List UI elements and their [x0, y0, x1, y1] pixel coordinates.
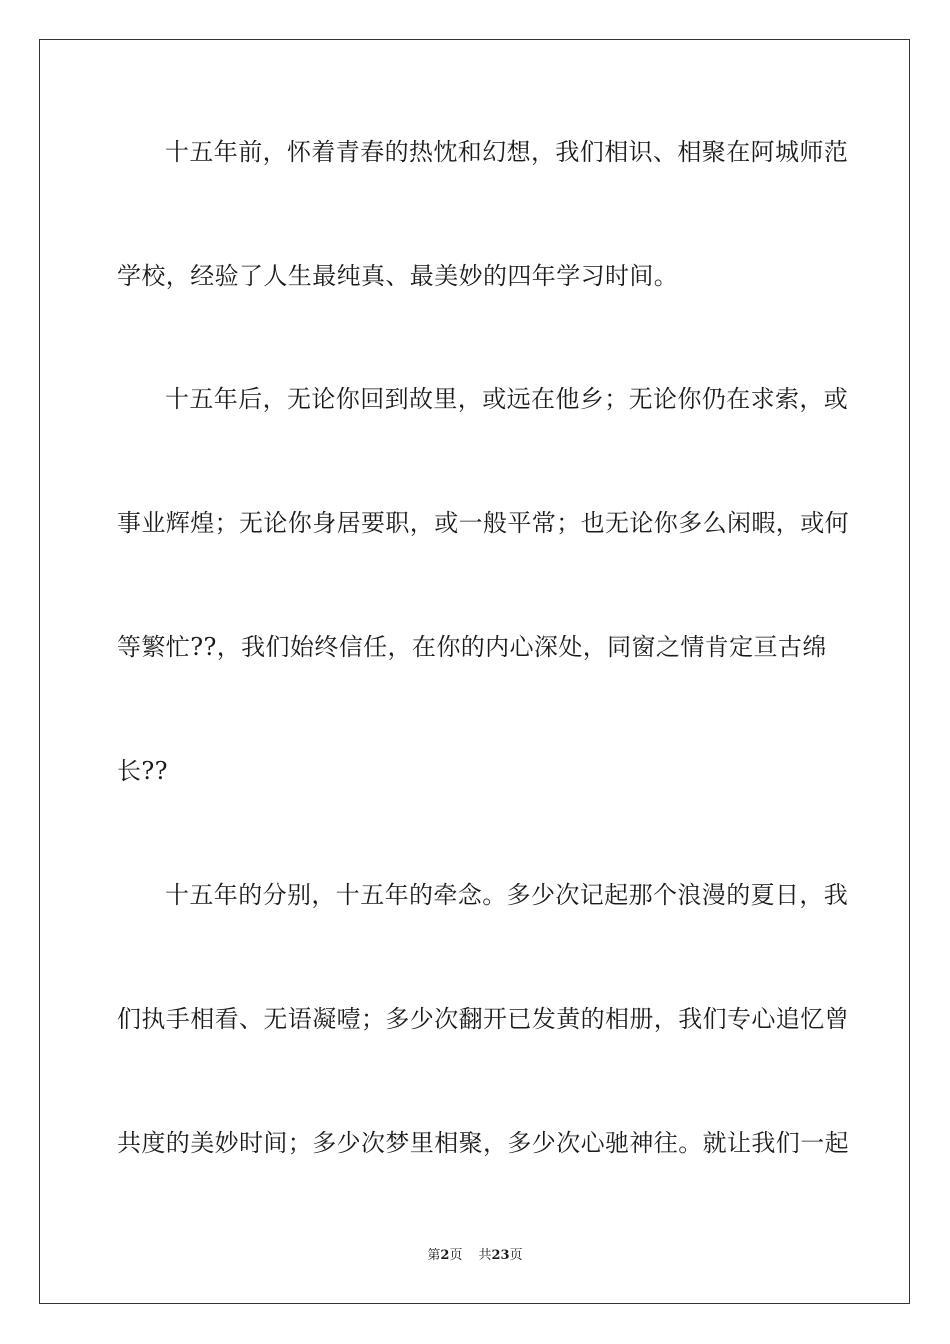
paragraph-line-2: 学校，经验了人生最纯真、最美妙的四年学习时间。	[117, 262, 679, 290]
footer-total-prefix: 共	[478, 1248, 492, 1263]
paragraph-line-8: 们执手相看、无语凝噎；多少次翻开已发黄的相册，我们专心追忆曾	[117, 1005, 849, 1033]
footer-total-suffix: 页	[509, 1248, 523, 1263]
paragraph-line-3: 十五年后，无论你回到故里，或远在他乡；无论你仍在求索，或	[165, 385, 849, 413]
paragraph-line-4: 事业辉煌；无论你身居要职，或一般平常；也无论你多么闲暇，或何	[117, 509, 849, 537]
footer-page-prefix: 第	[427, 1248, 441, 1263]
footer-page-total: 23	[491, 1248, 510, 1263]
footer-page-suffix: 页	[449, 1248, 463, 1263]
paragraph-line-7: 十五年的分别，十五年的牵念。多少次记起那个浪漫的夏日，我	[165, 881, 849, 909]
footer-page-current: 2	[440, 1248, 450, 1263]
paragraph-line-5: 等繁忙??，我们始终信任，在你的内心深处，同窗之情肯定亘古绵	[117, 633, 827, 661]
page-border	[39, 39, 910, 1304]
paragraph-line-1: 十五年前，怀着青春的热忱和幻想，我们相识、相聚在阿城师范	[165, 138, 849, 166]
paragraph-line-6: 长??	[117, 757, 168, 785]
paragraph-line-9: 共度的美妙时间；多少次梦里相聚，多少次心驰神往。就让我们一起	[117, 1129, 849, 1157]
page-footer	[0, 1247, 950, 1265]
